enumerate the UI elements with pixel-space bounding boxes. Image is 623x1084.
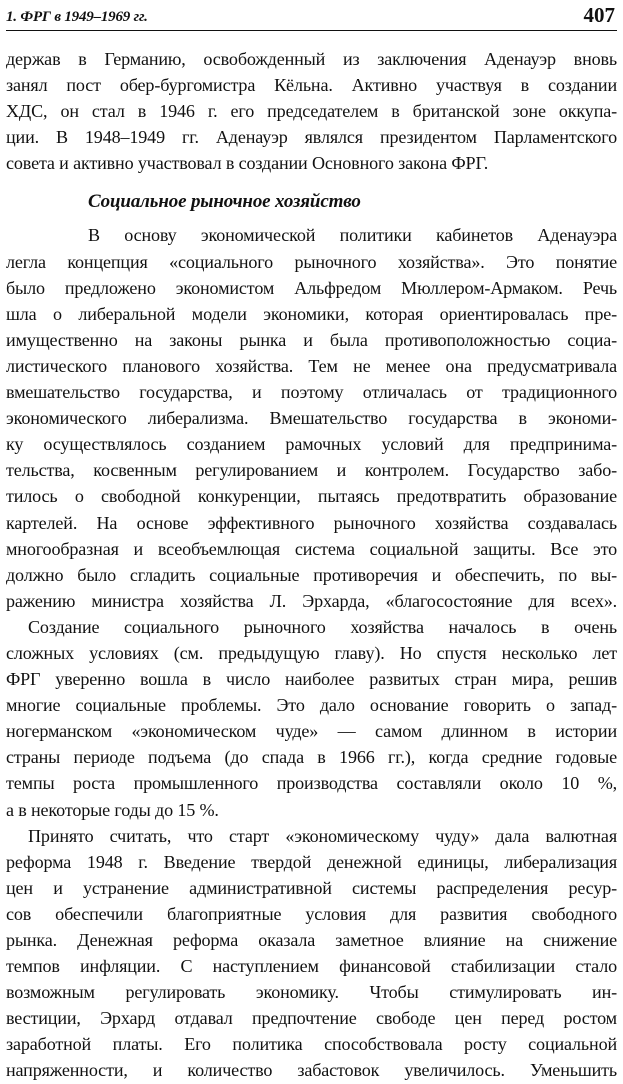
text-line: ражению министра хозяйства Л. Эрхарда, «благосостояние для всех».	[6, 590, 617, 611]
text-line: а в некоторые годы до 15 %.	[6, 799, 219, 820]
text-line: напряженности, и количество забастовок увеличилось. Уменьшить	[6, 1060, 617, 1081]
text-line: ФРГ уверенно вошла в число наиболее развитых стран мира, решив	[6, 669, 617, 690]
text-line: темпы роста промышленного производства составляли около 10 %,	[6, 773, 617, 794]
text-line: занял пост обер-бургомистра Кёльна. Активно участвуя в создании	[6, 75, 617, 96]
text-line: темпов инфляции. С наступлением финансовой стабилизации стало	[6, 956, 617, 977]
section-title: Социальное рыночное хозяйство	[88, 191, 361, 213]
text-line: Создание социального рыночного хозяйства началось в очень	[28, 616, 617, 637]
text-line: листического планового хозяйства. Тем не менее она предусматривала	[6, 355, 617, 376]
paragraph-2	[6, 222, 617, 613]
text-line: совета и активно участвовал в создании Основного закона ФРГ.	[6, 153, 489, 174]
text-line: ции. В 1948–1949 гг. Аденауэр являлся президентом Парламентского	[6, 127, 617, 148]
paragraph-4	[6, 823, 617, 1084]
text-line: экономического либерализма. Вмешательство государства в экономи-	[6, 408, 617, 429]
text-line: легла концепция «социального рыночного хозяйства». Это понятие	[6, 251, 617, 272]
text-line: возможным регулировать экономику. Чтобы стимулировать ин-	[6, 982, 617, 1003]
text-line: В основу экономической политики кабинетов Аденауэра	[88, 225, 617, 246]
text-line: шла о либеральной модели экономики, которая ориентировалась пре-	[6, 303, 617, 324]
text-line: ХДС, он стал в 1946 г. его председателем в британской зоне оккупа-	[6, 101, 617, 122]
text-line: было предложено экономистом Альфредом Мюллером-Армаком. Речь	[6, 277, 617, 298]
text-line: тилось о свободной конкуренции, пытаясь предотвратить образование	[6, 486, 617, 507]
text-line: сов обеспечили благоприятные условия для развития свободного	[6, 903, 617, 924]
text-line: реформа 1948 г. Введение твердой денежной единицы, либерализация	[6, 851, 617, 872]
text-line: тельства, косвенным регулированием и контролем. Государство забо-	[6, 460, 617, 481]
text-line: многие социальные проблемы. Это дало основание говорить о запад-	[6, 695, 617, 716]
page-number: 407	[583, 3, 615, 27]
paragraph-3	[6, 614, 617, 823]
text-line: сложных условиях (см. предыдущую главу). Но спустя несколько лет	[6, 642, 617, 663]
text-line: Принято считать, что старт «экономическому чуду» дала валютная	[28, 825, 617, 846]
text-line: многообразная и всеобъемлющая система социальной защиты. Все это	[6, 538, 617, 559]
page-body	[6, 46, 617, 1084]
text-line: должно было сгладить социальные противоречия и обеспечить, по вы-	[6, 564, 617, 585]
text-line: вестиции, Эрхард отдавал предпочтение свободе цен перед ростом	[6, 1008, 617, 1029]
text-line: ногерманском «экономическом чуде» — самом длинном в истории	[6, 721, 617, 742]
text-line: цен и устранение административной системы распределения ресур-	[6, 877, 617, 898]
chapter-title: 1. ФРГ в 1949–1969 гг.	[6, 9, 148, 25]
text-line: вмешательство государства, и поэтому отличалась от традиционного	[6, 382, 617, 403]
text-line: рынка. Денежная реформа оказала заметное влияние на снижение	[6, 930, 617, 950]
paragraph-1	[6, 46, 617, 176]
text-line: заработной платы. Его политика способствовала росту социальной	[6, 1034, 617, 1055]
text-line: имущественно на законы рынка и была противоположностью социа-	[6, 329, 617, 350]
running-header	[6, 4, 617, 31]
text-line: ку осуществлялось созданием рамочных условий для предпринима-	[6, 434, 617, 455]
text-line: картелей. На основе эффективного рыночного хозяйства создавалась	[6, 512, 617, 533]
text-line: держав в Германию, освобожденный из заключения Аденауэр вновь	[6, 49, 617, 69]
text-line: страны периоде подъема (до спада в 1966 гг.), когда средние годовые	[6, 747, 617, 768]
